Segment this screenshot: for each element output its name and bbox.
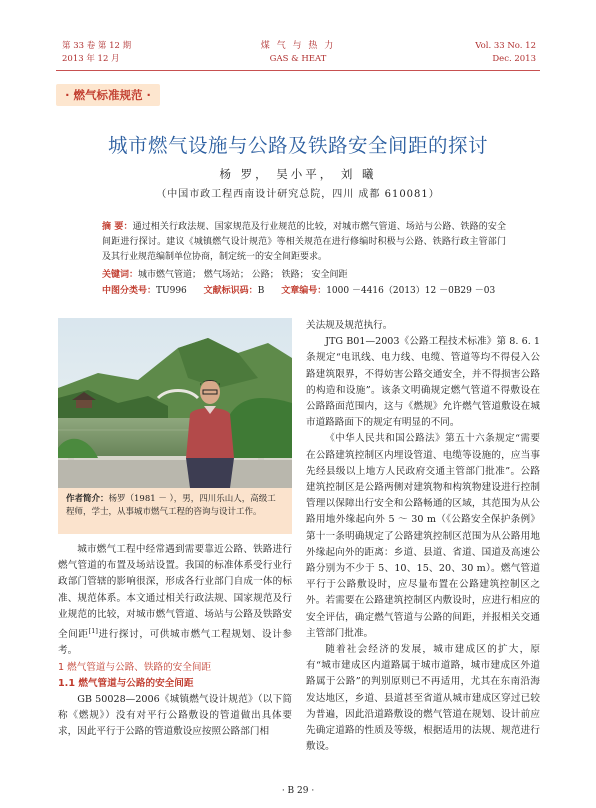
keywords-text: 城市燃气管道； 燃气场站； 公路； 铁路； 安全间距 [138,270,348,280]
author-intro-label: 作者简介： [66,494,109,504]
intro-text: 城市燃气工程中经常遇到需要靠近公路、铁路进行燃气管道的布置及场站设置。我国的标准体系受行业行政部门管辖的影响很深，形成各行业部门自成一体的标准、规范体系。本文通过相关行政法规、国家规范及行业规范的比较，对城市燃气管道、场站与公路及铁路安全间距 [58,544,292,641]
body-right-column [306,318,540,755]
volume-issue: 第 33 卷 第 12 期 [62,41,132,51]
abstract-label: 摘 要： [102,222,133,232]
intro-paragraph [58,542,292,660]
volume-issue-en: Vol. 33 No. 12 [475,41,536,51]
classification-line [102,284,495,298]
article-authors: 杨 罗， 吴小平， 刘 曦 [219,167,377,181]
author-photo [58,318,292,488]
body-paragraph: GB 50028—2006《城镇燃气设计规范》（以下简称《燃规》）没有对平行公路敷设的管道做出具体要求，因此平行于公路的管道敷设应按照公路部门相 [58,694,292,738]
header-divider [56,70,540,71]
publication-date: 2013 年 12 月 [62,54,120,64]
journal-name-cn: 煤 气 与 热 力 [260,41,336,51]
author-introduction [58,488,292,534]
page-number: · B 29 · [281,786,315,796]
abstract-text: 通过相关行政法规、国家规范及行业规范的比较，对城市燃气管道、场站与公路、铁路的安全间距进行探讨。建议《城镇燃气设计规范》等相关规范在进行修编时积极与公路、铁路行政主管部门及其行业规范编制单位协商，制定统一的安全间距要求。 [102,222,506,262]
author-photo-graphic [58,318,292,488]
journal-volume-en [475,40,536,66]
body-left-column [58,542,292,741]
intro-text-tail: 进行探讨，可供城市燃气工程规划、设计参考。 [58,629,293,657]
body-paragraph: JTG B01—2003《公路工程技术标准》第 8. 6. 1 条规定“电讯线、电力线、电缆、管道等均不得侵入公路建筑限界，不得妨害公路交通安全，并不得损害公路的构造和设施”。该条文明确规定燃气管道不得敷设在公路路面范围内，这与《燃规》允许燃气管道敷设在城市道路路面下的规定有明显的不同。 [306,336,540,429]
author-intro-text: 杨罗（1981 － ），男，四川乐山人，高级工程师，学士，从事城市燃气工程的咨询与设计工作。 [66,494,276,517]
keywords-label: 关键词： [102,270,139,280]
clc-value: TU996 [156,286,187,296]
article-no-label: 文章编号： [281,286,327,296]
keywords [102,268,347,282]
article-no-value: 1000 －4416（2013）12 －0B29 －03 [326,286,496,296]
abstract [102,220,506,265]
author-affiliation: （中国市政工程西南设计研究总院，四川 成都 610081） [156,189,440,200]
section-heading-1: 1 燃气管道与公路、铁路的安全间距 [58,661,212,673]
body-paragraph: 随着社会经济的发展，城市建成区的扩大，原有“城市建成区内道路属于城市道路，城市建成区外道路属于公路”的判别原则已不再适用，尤其在东南沿海发达地区，乡道、县道甚至省道从城市建成区穿过已较为普遍，因此沿道路敷设的燃气管道在规划、设计前应先确定道路的性质及等级，根据适用的法规、规范进行敷设。 [306,644,540,753]
section-tag: · 燃气标准规范 · [56,84,160,106]
article-title: 城市燃气设施与公路及铁路安全间距的探讨 [107,134,488,157]
doc-code-label: 文献标识码： [203,286,258,296]
publication-date-en: Dec. 2013 [492,54,536,64]
journal-name-en: GAS & HEAT [269,54,327,64]
citation-ref: [1] [88,627,98,636]
clc-label: 中图分类号： [102,286,157,296]
body-paragraph-continued: 关法规及规范执行。 [306,320,393,331]
doc-code-value: B [257,286,265,296]
body-paragraph: 《中华人民共和国公路法》第五十六条规定“需要在公路建筑控制区内埋设管道、电缆等设施的，应当事先经县级以上地方人民政府交通主管部门批准”。公路建筑控制区是公路两侧对建筑物和构筑物建设进行控制管理以保障出行安全和公路畅通的区域，其范围为从公路用地外缘起向外 5 ～ 30 m（《公路安全保护条例》第十一条明确规定了公路建筑控制区范围为从公路用地外缘起向外的距离：乡道、县道、省道、国道及高速公路分别为不少于 5、10、15、20、30 m）。燃气管道平行于公路敷设时，应尽量布置在公路建筑控制区之外。若需要在公路建筑控制区内敷设时，应进行相应的安全评估，确定燃气管道与公路的间距，并报相关交通主管部门批准。 [306,433,540,639]
subsection-heading-1-1: 1.1 燃气管道与公路的安全间距 [58,677,194,689]
